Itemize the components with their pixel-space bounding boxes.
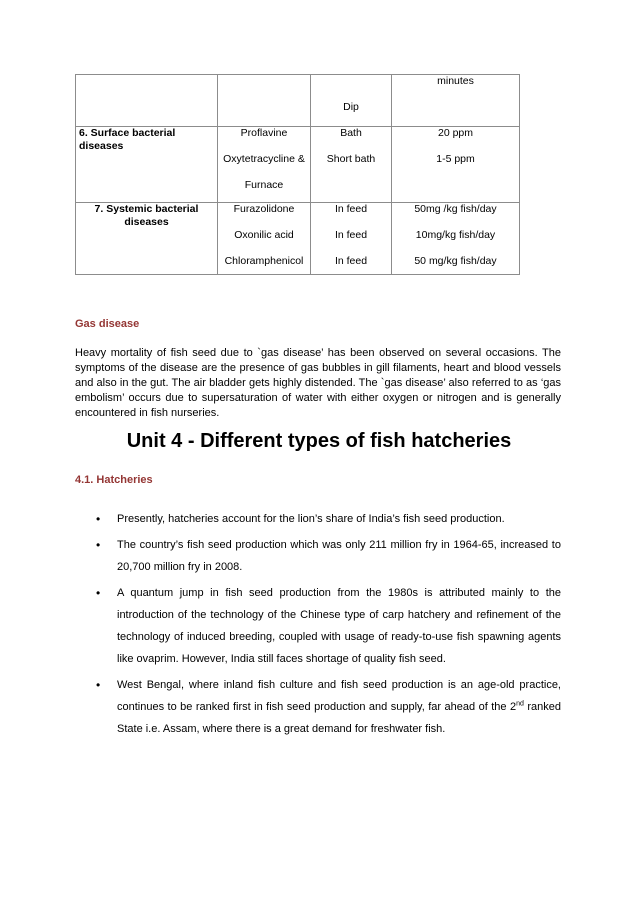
table-cell-disease [76,203,218,275]
table-cell-dose [392,203,520,275]
ordinal-superscript: nd [516,700,524,708]
cell-line [221,140,307,153]
bullet-item [75,674,561,740]
cell-line: 6. Surface bacterial diseases [79,127,176,152]
table-cell-disease [76,127,218,203]
cell-line: Oxytetracycline & [223,153,305,165]
table-cell-dose [392,75,520,127]
cell-line [395,140,516,153]
cell-line: 1-5 ppm [436,153,475,165]
cell-line [79,75,214,88]
bullet-text-before: West Bengal, where inland fish culture and fish seed production is an age-old practice, continues to be ranked first in fish seed production and supply, far ahead of the 2 [117,679,561,713]
table-row [76,203,520,275]
bullet-item [75,534,561,578]
cell-line [395,242,516,255]
cell-line [221,166,307,179]
cell-line: 20 ppm [437,127,474,139]
bullet-dot-icon: • [96,512,101,526]
treatment-table-body [76,75,520,275]
cell-line: 50 mg/kg fish/day [414,255,497,267]
table-cell-method [311,75,392,127]
cell-line: In feed [334,203,368,215]
bullet-dot-icon: • [96,678,101,692]
treatment-table [75,74,520,275]
table-cell-drug [218,75,311,127]
table-cell-method [311,203,392,275]
bullet-dot-icon: • [96,538,101,552]
table-cell-dose [392,127,520,203]
cell-line: Oxonilic acid [234,229,294,241]
bullet-text: Presently, hatcheries account for the lion’s share of India’s fish seed production. [117,513,505,525]
cell-line [395,216,516,229]
hatcheries-bullet-list [75,508,561,744]
cell-line: Proflavine [240,127,288,139]
bullet-text: A quantum jump in fish seed production from the 1980s is attributed mainly to the introduction of the technology of the Chinese type of carp hatchery and refinement of the technology of induced breeding, coupled with usage of ready-to-use fish spawning agents like ovaprim. However, India still faces shortage of quality fish seed. [117,587,561,665]
cell-line [314,75,388,88]
unit-title: Unit 4 - Different types of fish hatcheries [126,430,512,452]
bullet-dot-icon: • [96,586,101,600]
bullet-text-after: ranked State i.e. Assam, where there is a great demand for freshwater fish. [117,701,561,735]
cell-line: diseases [124,216,169,228]
cell-line: Dip [343,101,359,113]
gas-disease-paragraph: Heavy mortality of fish seed due to `gas disease’ has been observed on several occasions. The symptoms of the disease are the presence of gas bubbles in gill filaments, heart and blood vessels and also in the gut. The air bladder gets highly distended. The `gas disease’ also referred to as ‘gas embolism’ occurs due to supersaturation of water with either oxygen or nitrogen and is generally encountered in fish nurseries. [75,347,561,419]
cell-line: In feed [334,255,368,267]
cell-line: 50mg /kg fish/day [414,203,497,215]
hatcheries-heading: 4.1. Hatcheries [75,474,153,486]
table-cell-drug [218,203,311,275]
gas-disease-heading: Gas disease [75,318,140,330]
cell-line [221,242,307,255]
table-cell-disease [76,75,218,127]
table-row [76,75,520,127]
table-row [76,127,520,203]
cell-line: 10mg/kg fish/day [415,229,496,241]
cell-line [221,216,307,229]
cell-line: 7. Systemic bacterial [94,203,199,215]
cell-line [314,140,388,153]
cell-line: minutes [437,75,474,87]
cell-line: Short bath [326,153,376,165]
table-cell-method [311,127,392,203]
bullet-item [75,508,561,530]
table-cell-drug [218,127,311,203]
cell-line: Chloramphenicol [224,255,304,267]
cell-line [314,216,388,229]
cell-line [314,242,388,255]
cell-line: Furnace [244,179,284,191]
cell-line: Bath [340,127,362,139]
cell-line: Furazolidone [233,203,295,215]
bullet-item [75,582,561,670]
bullet-text: The country’s fish seed production which was only 211 million fry in 1964-65, increased to 20,700 million fry in 2008. [117,539,561,573]
cell-line: In feed [334,229,368,241]
cell-line [314,88,388,101]
cell-line [221,75,307,88]
